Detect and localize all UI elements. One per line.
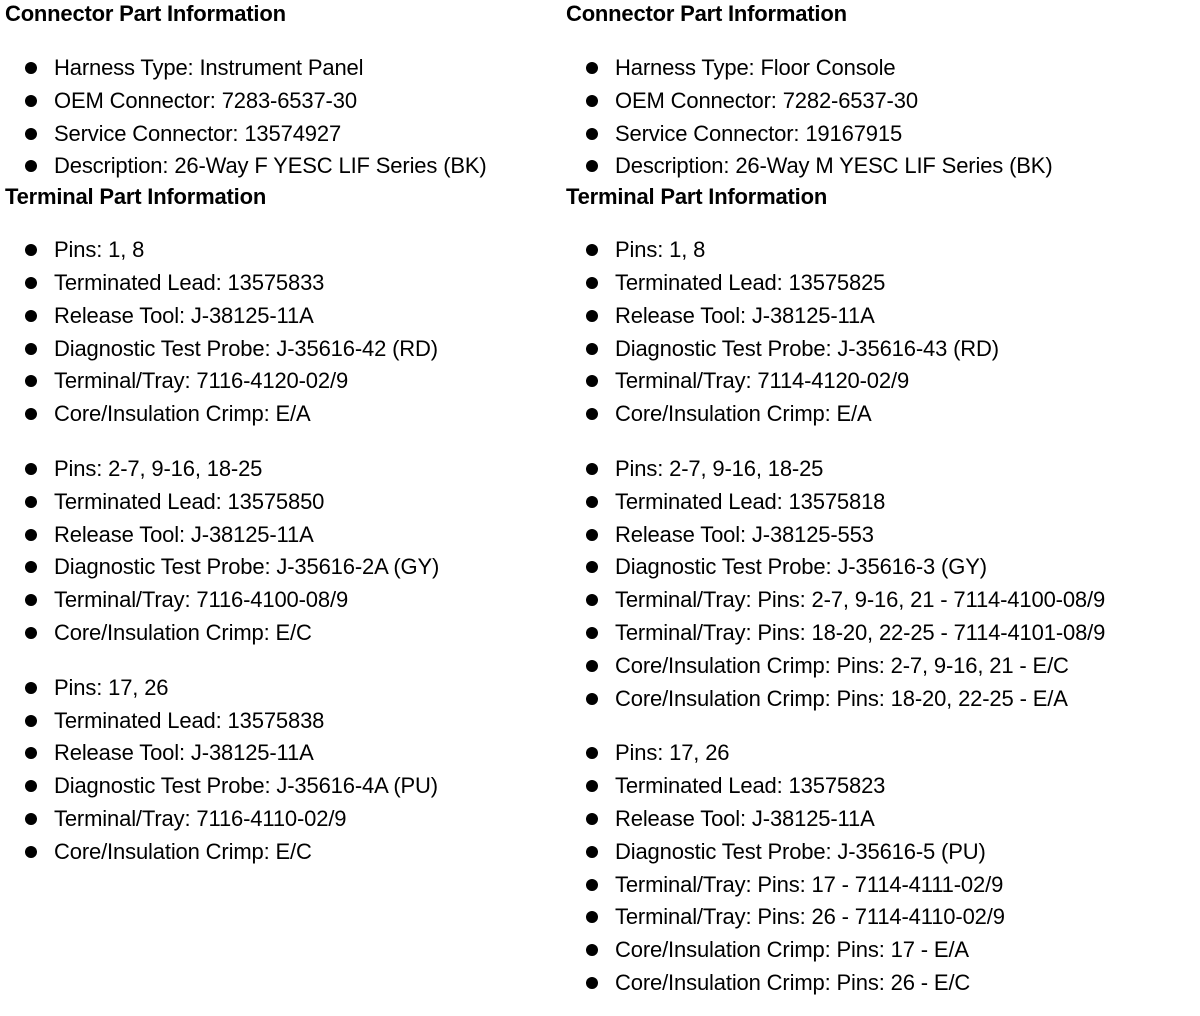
bullet-icon [25, 343, 37, 355]
bullet-icon [586, 944, 598, 956]
right-connector-heading: Connector Part Information [566, 1, 847, 26]
list-item: Diagnostic Test Probe: J-35616-4A (PU) [5, 770, 565, 803]
list-item: Terminal/Tray: 7116-4100-08/9 [5, 584, 565, 617]
bullet-icon [586, 343, 598, 355]
list-item: Description: 26-Way M YESC LIF Series (BK) [566, 150, 1200, 183]
right-terminal-group-2 [566, 453, 1200, 715]
list-item: Terminal/Tray: 7116-4110-02/9 [5, 803, 565, 836]
left-connector-list [5, 52, 565, 183]
list-item: Core/Insulation Crimp: Pins: 26 - E/C [566, 967, 1200, 1000]
bullet-icon [25, 813, 37, 825]
right-terminal-group-1 [566, 234, 1200, 431]
list-item: Terminated Lead: 13575825 [566, 267, 1200, 300]
list-item: Release Tool: J-38125-553 [566, 519, 1200, 552]
bullet-icon [586, 594, 598, 606]
bullet-icon [586, 977, 598, 989]
bullet-icon [586, 747, 598, 759]
bullet-icon [586, 693, 598, 705]
list-item: Core/Insulation Crimp: E/C [5, 836, 565, 869]
bullet-icon [586, 463, 598, 475]
bullet-icon [586, 310, 598, 322]
list-item: Release Tool: J-38125-11A [5, 300, 565, 333]
bullet-icon [586, 911, 598, 923]
list-item: Description: 26-Way F YESC LIF Series (BK) [5, 150, 565, 183]
bullet-icon [25, 715, 37, 727]
list-item: Terminated Lead: 13575850 [5, 486, 565, 519]
right-connector-list [566, 52, 1200, 183]
bullet-icon [586, 277, 598, 289]
bullet-icon [25, 846, 37, 858]
list-item: Release Tool: J-38125-11A [566, 803, 1200, 836]
left-terminal-group-2 [5, 453, 565, 650]
list-item: OEM Connector: 7283-6537-30 [5, 85, 565, 118]
bullet-icon [25, 747, 37, 759]
list-item: Core/Insulation Crimp: Pins: 17 - E/A [566, 934, 1200, 967]
bullet-icon [25, 594, 37, 606]
bullet-icon [586, 529, 598, 541]
bullet-icon [25, 244, 37, 256]
bullet-icon [25, 627, 37, 639]
bullet-icon [25, 780, 37, 792]
list-item: Diagnostic Test Probe: J-35616-42 (RD) [5, 333, 565, 366]
bullet-icon [25, 160, 37, 172]
bullet-icon [586, 660, 598, 672]
bullet-icon [25, 95, 37, 107]
list-item: Terminated Lead: 13575818 [566, 486, 1200, 519]
list-item: Core/Insulation Crimp: Pins: 18-20, 22-25 - E/A [566, 683, 1200, 716]
left-terminal-group-3 [5, 672, 565, 869]
bullet-icon [586, 62, 598, 74]
list-item: Pins: 17, 26 [5, 672, 565, 705]
right-terminal-heading: Terminal Part Information [566, 184, 828, 210]
list-item: Release Tool: J-38125-11A [5, 519, 565, 552]
bullet-icon [586, 813, 598, 825]
right-terminal-group-3 [566, 737, 1200, 999]
list-item: Core/Insulation Crimp: E/C [5, 617, 565, 650]
left-terminal-heading: Terminal Part Information [5, 184, 267, 210]
bullet-icon [25, 496, 37, 508]
list-item: Diagnostic Test Probe: J-35616-5 (PU) [566, 836, 1200, 869]
list-item: Terminal/Tray: 7114-4120-02/9 [566, 365, 1200, 398]
list-item: Terminal/Tray: Pins: 2-7, 9-16, 21 - 7114-4100-08/9 [566, 584, 1200, 617]
list-item: Terminal/Tray: Pins: 18-20, 22-25 - 7114-4101-08/9 [566, 617, 1200, 650]
list-item: Release Tool: J-38125-11A [566, 300, 1200, 333]
bullet-icon [586, 879, 598, 891]
list-item: Pins: 1, 8 [566, 234, 1200, 267]
bullet-icon [586, 128, 598, 140]
list-item: Terminated Lead: 13575823 [566, 770, 1200, 803]
bullet-icon [25, 408, 37, 420]
list-item: Harness Type: Floor Console [566, 52, 1200, 85]
list-item: Terminal/Tray: Pins: 26 - 7114-4110-02/9 [566, 901, 1200, 934]
list-item: Pins: 17, 26 [566, 737, 1200, 770]
list-item: Terminated Lead: 13575838 [5, 705, 565, 738]
list-item: Core/Insulation Crimp: Pins: 2-7, 9-16, 21 - E/C [566, 650, 1200, 683]
bullet-icon [25, 682, 37, 694]
bullet-icon [25, 561, 37, 573]
list-item: Service Connector: 19167915 [566, 118, 1200, 151]
bullet-icon [586, 496, 598, 508]
left-connector-heading: Connector Part Information [5, 1, 286, 26]
list-item: Terminal/Tray: Pins: 17 - 7114-4111-02/9 [566, 869, 1200, 902]
bullet-icon [586, 627, 598, 639]
list-item: OEM Connector: 7282-6537-30 [566, 85, 1200, 118]
bullet-icon [586, 780, 598, 792]
bullet-icon [586, 160, 598, 172]
left-terminal-group-1 [5, 234, 565, 431]
bullet-icon [586, 846, 598, 858]
bullet-icon [586, 561, 598, 573]
list-item: Service Connector: 13574927 [5, 118, 565, 151]
bullet-icon [586, 408, 598, 420]
bullet-icon [25, 375, 37, 387]
list-item: Terminal/Tray: 7116-4120-02/9 [5, 365, 565, 398]
list-item: Terminated Lead: 13575833 [5, 267, 565, 300]
list-item: Release Tool: J-38125-11A [5, 737, 565, 770]
bullet-icon [25, 128, 37, 140]
bullet-icon [25, 310, 37, 322]
list-item: Pins: 2-7, 9-16, 18-25 [5, 453, 565, 486]
bullet-icon [25, 529, 37, 541]
bullet-icon [25, 62, 37, 74]
bullet-icon [586, 375, 598, 387]
list-item: Diagnostic Test Probe: J-35616-43 (RD) [566, 333, 1200, 366]
right-column [566, 0, 1200, 1000]
bullet-icon [25, 463, 37, 475]
list-item: Diagnostic Test Probe: J-35616-3 (GY) [566, 551, 1200, 584]
bullet-icon [586, 244, 598, 256]
list-item: Pins: 2-7, 9-16, 18-25 [566, 453, 1200, 486]
bullet-icon [586, 95, 598, 107]
list-item: Core/Insulation Crimp: E/A [5, 398, 565, 431]
bullet-icon [25, 277, 37, 289]
list-item: Core/Insulation Crimp: E/A [566, 398, 1200, 431]
list-item: Harness Type: Instrument Panel [5, 52, 565, 85]
left-column [5, 0, 565, 869]
list-item: Diagnostic Test Probe: J-35616-2A (GY) [5, 551, 565, 584]
list-item: Pins: 1, 8 [5, 234, 565, 267]
